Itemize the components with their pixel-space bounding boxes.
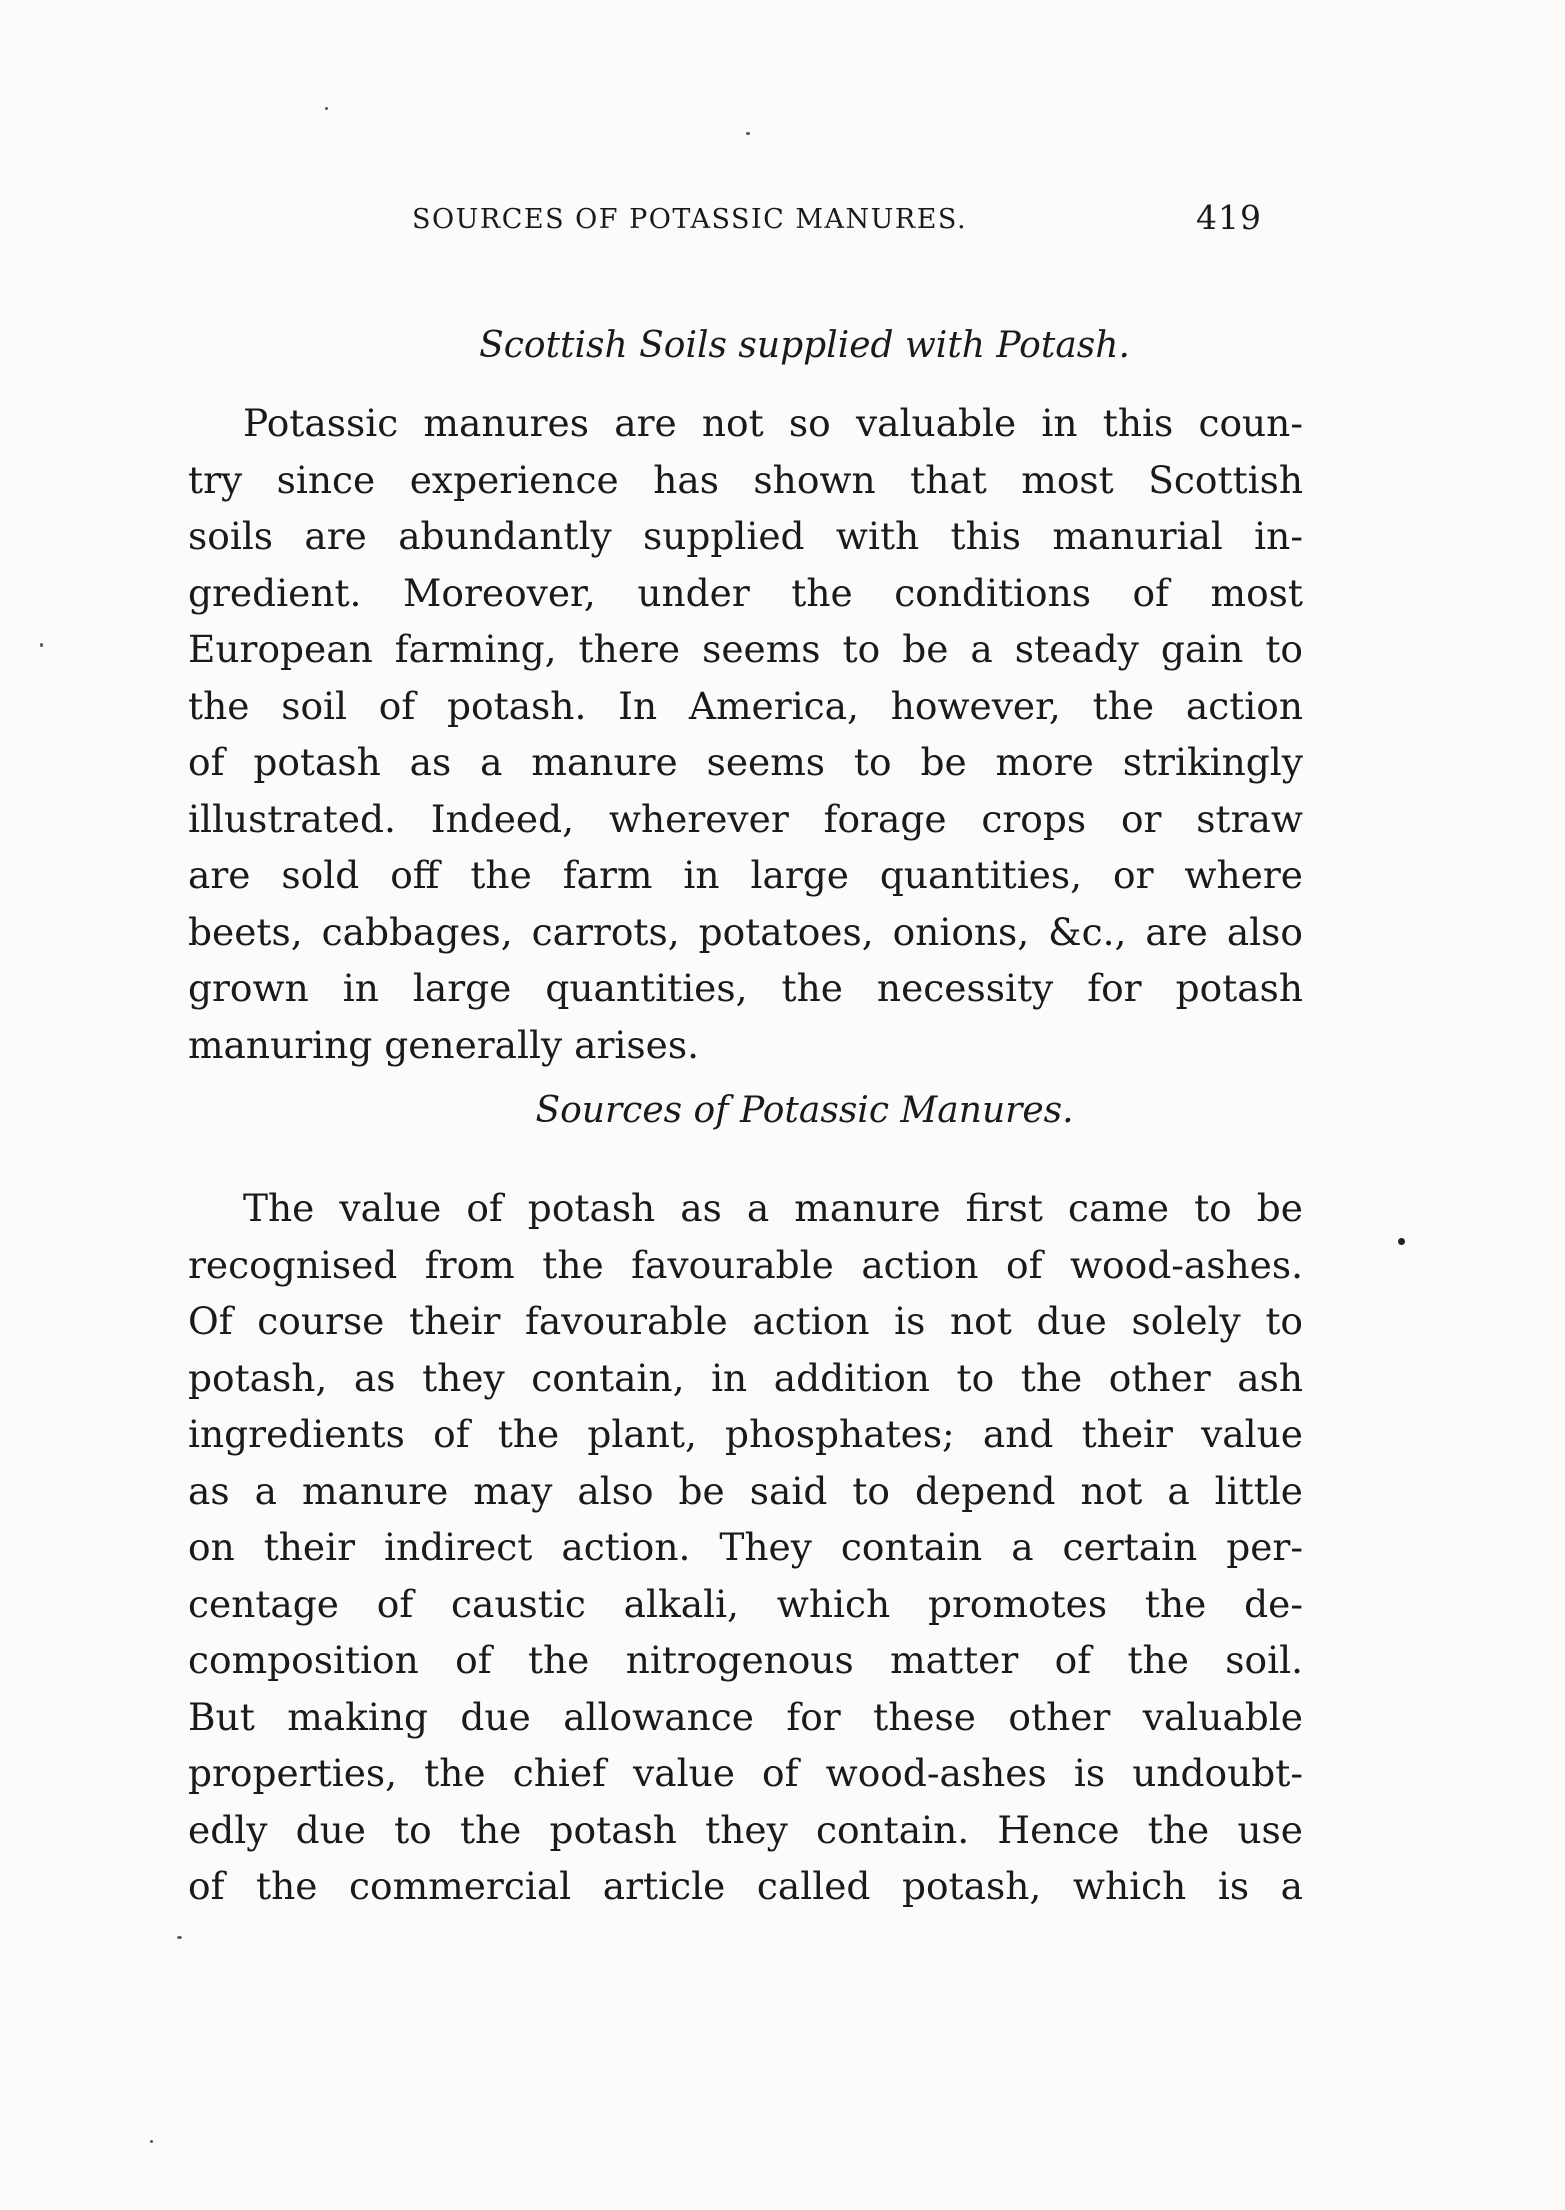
- running-title: SOURCES OF POTASSIC MANURES.: [412, 204, 968, 235]
- text-line: European farming, there seems to be a steady gain to: [188, 627, 1303, 671]
- text-line: composition of the nitrogenous matter of the soil.: [188, 1638, 1303, 1682]
- section-heading-scottish-soils: Scottish Soils supplied with Potash.: [479, 325, 1130, 366]
- text-line: try since experience has shown that most Scottish: [188, 457, 1303, 502]
- text-line: properties, the chief value of wood-ashes is undoubt-: [188, 1751, 1303, 1795]
- scan-speck: [150, 2140, 153, 2143]
- scan-speck: [177, 1936, 182, 1939]
- text-line: are sold off the farm in large quantities, or where: [188, 853, 1303, 897]
- text-line: But making due allowance for these other valuable: [188, 1694, 1303, 1739]
- text-line: edly due to the potash they contain. Hence the use: [188, 1807, 1303, 1852]
- text-line: of potash as a manure seems to be more strikingly: [188, 740, 1303, 784]
- text-line: Potassic manures are not so valuable in this coun-: [243, 401, 1303, 445]
- text-line: grown in large quantities, the necessity for potash: [188, 966, 1303, 1010]
- text-line: illustrated. Indeed, wherever forage crops or straw: [188, 796, 1303, 841]
- page-number: 419: [1196, 198, 1262, 237]
- scan-speck: [40, 643, 43, 647]
- scan-speck: [1398, 1238, 1405, 1245]
- text-line: ingredients of the plant, phosphates; and their value: [188, 1412, 1303, 1456]
- text-line: Of course their favourable action is not due solely to: [188, 1299, 1303, 1343]
- text-line: The value of potash as a manure first came to be: [243, 1186, 1303, 1230]
- text-line: of the commercial article called potash, which is a: [188, 1864, 1303, 1908]
- text-line: on their indirect action. They contain a certain per-: [188, 1525, 1303, 1569]
- scan-speck: [746, 132, 750, 135]
- text-line: soils are abundantly supplied with this manurial in-: [188, 514, 1303, 558]
- text-line: as a manure may also be said to depend not a little: [188, 1468, 1303, 1513]
- text-line: potash, as they contain, in addition to the other ash: [188, 1355, 1303, 1400]
- text-line: gredient. Moreover, under the conditions of most: [188, 570, 1303, 615]
- paragraph-sources: [188, 1180, 1303, 1915]
- text-line: the soil of potash. In America, however, the action: [188, 683, 1303, 728]
- text-line: centage of caustic alkali, which promotes the de-: [188, 1581, 1303, 1626]
- text-line: beets, cabbages, carrots, potatoes, onions, &c., are also: [188, 909, 1303, 954]
- text-line: manuring generally arises.: [188, 1022, 700, 1067]
- paragraph-scottish-soils: [188, 395, 1303, 1073]
- scan-speck: [325, 107, 328, 110]
- section-heading-sources: Sources of Potassic Manures.: [535, 1090, 1074, 1131]
- text-line: recognised from the favourable action of wood-ashes.: [188, 1242, 1303, 1287]
